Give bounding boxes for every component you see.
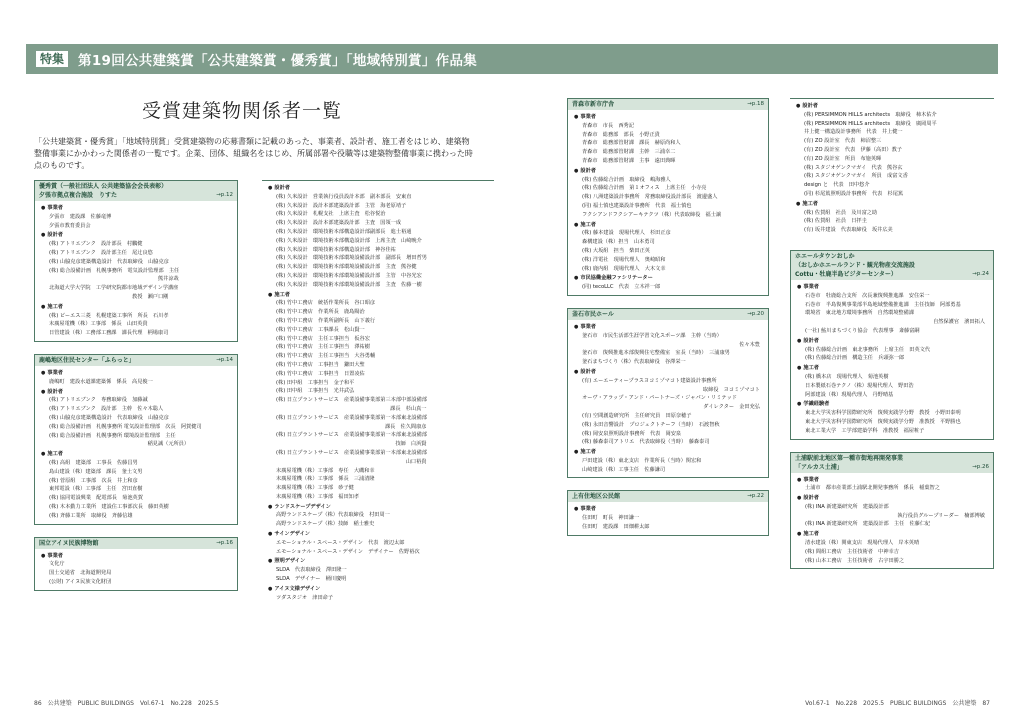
person-entry: 夕張市教育委員会 [49,222,91,229]
person-entry: 稲見誠（元所員） [49,441,190,448]
project-body [35,549,237,590]
role-heading: ● 施工者 [797,364,989,373]
page-reference: →p.22 [747,493,764,500]
project-header [791,251,993,280]
feature-tag: 特集 [36,51,68,67]
project-body [35,201,237,341]
top-margin [0,0,1024,28]
role-heading: ● 事業者 [41,552,233,561]
person-entry: 青森市 総務部管財課 主幹 三浦幸二 [582,149,676,156]
footer-left [34,698,219,707]
person-entry: (株) 鹿内組 現場代理人 大木文幸 [582,265,666,272]
person-entry: (株) INA 新建築研究所 建築設計部 主任 佐藤仁紀 [805,521,931,528]
person-entry: (株) 久米設計 環境技術本部構造設計部 神谷佳祐 [276,246,396,253]
role-heading: ● 学識経験者 [797,400,989,409]
project-header [35,355,237,366]
person-entry: (株) 田中組 工事担当 金子和平 [276,379,355,386]
person-entry: (株) 山脇克彦建築構造設計 代表取締役 山脇克彦 [49,414,169,421]
project-header [35,538,237,549]
person-entry: (株) 洋電社 現場代理人 奥崎昭和 [582,256,666,263]
person-entry: (株) 佐藤総合計画 第１オフィス 上席主任 小寺亮 [582,185,707,192]
person-entry: 森構建設（株）担当 山本勇司 [582,239,655,246]
person-entry: (株) 藤森泰司アトリエ 代表取締役（当時） 藤森泰司 [582,439,710,446]
project-body [568,110,768,295]
person-entry: 環境省 東北地方環境事務所 自然環境整備課 [805,310,914,317]
project-name-line: 「アルカス土浦」 [795,463,843,471]
role-heading: ● ランドスケープデザイン [268,503,490,512]
person-entry: (一社) 鮎川まちづくり協会 代表理事 斎藤富嗣 [805,327,920,334]
person-entry: (株) 木本勤力工業所 建設住工事部次長 藤田英樹 [49,503,169,510]
person-entry: (株) 橋本店 現場代理人 菊池英樹 [805,373,889,380]
project-name [795,454,903,472]
person-entry: (株) 竹中工務店 主任工事担当 仮谷宏 [276,335,370,342]
role-heading: ● 事業者 [797,283,989,292]
project-header [791,453,993,473]
person-entry: オーヴ・アラップ・アンド・パートナーズ・ジャパン・リミテッド [582,395,737,402]
person-entry: (株) 佐賀組 社員 日拝圭 [804,218,867,225]
project-section [34,537,238,591]
person-entry: (有) ZO 設計室 所員 布施英暉 [804,155,882,162]
person-entry: (株) 高組 建築部 工事長 佐藤昌男 [49,459,138,466]
project-body [791,473,993,569]
column-2 [262,180,494,617]
person-entry: 末廣屋電機（株）工事部 福田知孝 [276,493,360,500]
role-heading: ● 施工者 [574,448,764,457]
person-entry: 国土交通省 北海道開発局 [49,570,112,577]
project-name-line: ホエールタウンおしか [795,252,855,260]
project-name [39,356,135,365]
page-number-left: 86 [34,700,42,707]
person-entry: design と 代表 田中悠介 [804,182,870,189]
page-reference: →p.12 [216,192,233,198]
person-entry: (株) 日立プラントサービス 産業設備事業部第一本部東北設備部 [276,449,427,456]
person-entry: 石巻市 牡鹿総合支所 次長兼復興推進課 安住栄一 [805,292,930,299]
role-heading: ● 設計者 [796,102,990,111]
person-entry: (有) エーエーティープラスヨコミゾマコト建築設計事務所 [582,377,717,384]
role-heading: ● 事業者 [574,323,764,332]
person-entry: 技師 白浜賢 [276,441,427,448]
person-entry: (株) 竹中工務店 工事担当 鎌田大聖 [276,361,365,368]
person-entry: (有) 坂井建設 代表取締役 坂井広美 [804,227,893,234]
project-name-line: 釜石市民ホール [572,310,614,318]
person-entry: 島山建設（株）建築部 課長 釜土文男 [49,468,143,475]
person-entry: 釜石市 市民生活部生涯学習文化スポーツ課 主幹（当時） [582,332,722,339]
person-entry: (株) 岡安泉照明設計事務所 代表 岡安泉 [582,430,682,437]
person-entry: 釜石市 復興推進本部復興住宅整備室 室長（当時） 三浦康男 [582,350,730,357]
person-entry: (株) 総合設備計画 札幌事務所 電気設計監理部 次長 阿賀健司 [49,423,202,430]
person-entry: (株) 日立プラントサービス 産業設備事業部第一本部東北設備部 [276,432,427,439]
person-entry: (株) スタジオゲンクマガイ 代表 熊谷玄 [804,164,903,171]
person-entry: (同) 杉尾篤照明設計事務所 代表 杉尾篤 [804,190,904,197]
person-entry: (株) アトリエブンク 設計部長 村鵬健 [49,241,143,248]
person-entry: (株) 竹中工務店 主任工事担当 澤祐樹 [276,344,370,351]
feature-title: 第19回公共建築賞「公共建築賞・優秀賞」「地域特別賞」作品集 [78,53,478,69]
role-heading: ● 事業者 [574,505,764,514]
person-entry: 阿部建設（株）現場代理人 丹野晴基 [805,391,894,398]
person-entry: (株) 久米設計 環境技術本部環境設備設計部 主査 熊谷健 [276,264,417,271]
project-name-line: Cottu・牡鹿半島ビジターセンター） [795,270,897,278]
project-body [791,280,993,439]
role-heading: ● 照明デザイン [268,557,490,566]
footer-right [805,698,990,707]
person-entry: (株) 久米設計 札幌支社 上席主査 松谷悦治 [276,211,386,218]
person-entry: (株) 永田音響設計 プロジェクトチーフ（当時） 石渡智秋 [582,421,720,428]
project-body [35,366,237,524]
project-name-line: 優秀賞（一般社団法人 公共建築協会会長表彰） [39,183,168,190]
project-section [790,452,994,570]
person-entry: 末廣屋電機（株）工事部 係長 三浦清隆 [276,476,375,483]
person-entry: (株) 久米設計 環境技術本部構造設計部 上席主査 山崎晩介 [276,237,422,244]
footer-left-text: 公共建築 PUBLIC BUILDINGS Vol.67-1 No.228 2025.5 [47,700,219,707]
person-entry: (株) PERSIMMON HILLS architects 取締役 廣岡周平 [804,120,937,127]
project-body [790,99,994,238]
role-heading: ● 設計者 [797,494,989,503]
person-entry: (株) 久米設計 設計本部建築設計部 主査 国領一成 [276,220,402,227]
person-entry: 釜石まちづくり（株）代表取締役 谷澤栄一 [582,359,686,366]
person-entry: SLDA 代表取締役 澤田隆一 [276,567,347,574]
person-entry: (株) 日立プラントサービス 産業設備事業部第一本部東北設備部 [276,414,427,421]
person-entry: 戸田建設（株）東北支店 作業所長（当時）関宏和 [582,457,702,464]
person-entry: 東北大学災害科学国際研究所 復興実践学分野 教授 小野田泰明 [805,410,961,417]
role-heading: ● 設計者 [797,337,989,346]
person-entry: 青森市 総務部 部長 小野正貴 [582,131,660,138]
role-heading: ● 市民協働金融ファシリテーター [574,274,764,283]
person-entry: (株) 佐藤総合計画 構造主任 兵頭弥一郎 [805,355,905,362]
project-header [35,181,237,201]
person-entry: 末廣屋電機（株）工事部 砂子健 [276,485,354,492]
role-heading: ● 設計者 [574,368,764,377]
page-reference: →p.24 [972,270,989,277]
person-entry: (有) 空間創造研究所 主任研究員 田原奈穂子 [582,412,692,419]
role-heading: ● 設計者 [268,184,490,193]
person-entry: (同) tecoLLC 代表 立木祥一郎 [582,284,661,291]
person-entry: 執行役員グループリーダー 楠部博敏 [897,512,985,519]
page-number-right: 87 [982,700,990,707]
role-heading: ● 事業者 [41,369,233,378]
person-entry: (株) 竹中工務店 主任工事担当 大谷勇輔 [276,353,376,360]
project-section [34,180,238,342]
column-4 [790,98,994,581]
person-entry: 佐々木豊 [739,341,760,348]
person-entry: (株) 日立プラントサービス 産業設備事業部第三本部中部設備部 [276,397,427,404]
person-entry: (同) 福士慎也建築設計事務所 代表 福士慎也 [582,202,692,209]
person-entry: 日本製紙石巻テクノ（株）現場代理人 野田浩 [805,382,914,389]
person-entry: 住田町 建設課 田畑耕太郎 [582,524,650,531]
person-entry: (株) 久米設計 営業執行役員設計本部 副本部長 安東直 [276,193,412,200]
project-name-line: （おしかホエールランド・観光物産交流施設 [795,261,915,269]
person-entry: (株) アトリエブンク 専務取締役 加藤誠 [49,397,148,404]
person-entry: (株) 総合設備計画 札幌事務所 電気設計監理部 主任 [49,267,180,274]
project-section [567,98,769,296]
person-entry: (株) 竹中工務店 作業所副所長 山下義行 [276,317,376,324]
page-reference: →p.18 [747,101,764,107]
role-heading: ● サインデザイン [268,530,490,539]
person-entry: 東邦電設（株）工事部 主任 宮田直樹 [49,486,143,493]
project-body [262,181,494,605]
project-body [568,320,768,478]
page-reference: →p.20 [747,310,764,317]
person-entry: (株) 総合設備計画 札幌事務所 環境設計監理部 主任 [49,432,176,439]
person-entry: (株) 久米設計 環境技術本部環境設備設計部 副部長 増田哲男 [276,255,427,262]
person-entry: ツダスタジオ 津田命子 [276,594,334,601]
role-heading: ● アイヌ文様デザイン [268,585,490,594]
role-heading: ● 設計者 [41,388,233,397]
person-entry: (有) ZO 設計室 代表 柿沼整三 [804,138,882,145]
person-entry: (株) 久米設計 環境技術本部環境設備設計部 主管 中谷光宏 [276,272,422,279]
person-entry: (株) 山本工務店 主任技術者 古宇田勝之 [805,557,905,564]
person-entry: 取締役 ヨコミゾマコト [702,386,760,393]
person-entry: 日管建設（株）工務部工務課 課長代理 柄場康司 [49,330,169,337]
person-entry: (株) 大坂組 担当 柴田正英 [582,247,650,254]
project-section [790,250,994,440]
column-1 [34,180,238,603]
person-entry: 夕張市 建設課 佐藤竜博 [49,213,112,220]
person-entry: 課長 佐久間康彦 [276,423,427,430]
person-entry: 青森市 市長 西秀記 [582,122,634,129]
person-entry: (株) 竹中工務店 作業所長 鹿島陽治 [276,309,365,316]
footer-right-text: Vol.67-1 No.228 2025.5 PUBLIC BUILDINGS 公共建築 [805,700,977,707]
person-entry: ダイレクター 金田充弘 [703,404,760,411]
project-name-line: 夕張市拠点複合施設 りすた [39,192,118,199]
project-name [572,492,620,501]
person-entry: 自然保護官 濱田拓人 [933,319,985,326]
person-entry: SLDA デザイナー 桶川慶明 [276,576,347,583]
person-entry: (株) 菅原組 工事部 次長 井上和彦 [49,477,138,484]
page-reference: →p.16 [216,539,233,546]
person-entry: (株) 佐賀組 社員 及川富之助 [804,209,878,216]
role-heading: ● 事業者 [41,204,233,213]
person-entry: (株) 間組工務店 主任技術者 中神幸吉 [805,548,899,555]
page-title: 受賞建築物関係者一覧 [142,100,343,122]
role-heading: ● 施工者 [41,303,233,312]
person-entry: 土浦市 都市産業部土浦駅北開発事務所 係長 稲葉智之 [805,485,940,492]
person-entry: 高野ランドスケープ（株）代表取締役 村田周一 [276,512,390,519]
person-entry: (株) 佐藤総合計画 取締役 嶋海雅人 [582,176,671,183]
person-entry: 青森市 総務部管財課 主事 遠田典暉 [582,157,676,164]
feature-header-band [26,44,998,74]
project-name [795,252,915,279]
person-entry: (株) アトリエブンク 設計部 主幹 佐々木聡人 [49,406,164,413]
project-name [572,310,614,319]
person-entry: (公財) アイヌ民族文化財団 [49,578,112,585]
project-name [39,182,167,200]
person-entry: (株) 山脇克彦建築構造設計 代表取締役 山脇克彦 [49,258,169,265]
project-name [39,539,98,548]
person-entry: (株) ピーエス三菱 札幌建築工事所 所長 石川孝 [49,312,169,319]
person-entry: 教授 瀬戸口剛 [49,293,169,300]
person-entry: エモーショナル・スペース・デザイン 代表 渡辺太郎 [276,539,405,546]
role-heading: ● 施工者 [268,291,490,300]
person-entry: (株) INA 新建築研究所 建築設計部 [805,503,889,510]
person-entry: (株) 竹中工務店 工事課長 松山賢一 [276,326,365,333]
column-3 [567,98,769,548]
person-entry: (株) スタジオゲンクマガイ 所員 成富文香 [804,173,908,180]
project-section [790,98,994,238]
person-entry: 末廣屋電機（株）工事部 専任 大磯和幸 [276,467,375,474]
person-entry: (株) 佐藤総合計画 東北事務所 上席主任 田英文代 [805,346,931,353]
person-entry: (株) PERSIMMON HILLS architects 取締役 柿木佑介 [804,111,937,118]
person-entry: (株) 竹中工務店 統括作業所長 谷口昭彦 [276,300,376,307]
project-name-line: 土浦駅前北地区第一種市街地再開発事業 [795,454,904,462]
person-entry: 山口裕貴 [276,458,427,465]
project-name-line: 上有住地区公民館 [572,493,621,501]
role-heading: ● 事業者 [797,476,989,485]
person-entry: 清水建設（株）関東支店 現場代理人 岸本英晴 [805,540,920,547]
person-entry: (有) ZO 設計室 代表 伊藤（高田）教子 [804,146,902,153]
role-heading: ● 設計者 [41,231,233,240]
person-entry: 井上健一構造設計事務所 代表 井上健一 [804,129,903,136]
project-name-line: 青森市新市庁舎 [572,101,615,108]
role-heading: ● 事業者 [574,113,764,122]
person-entry: (株) 久米設計 環境技術本部環境設備設計部 主査 佐藤一樹 [276,281,422,288]
person-entry: 住田町 町長 神田謙一 [582,515,640,522]
role-heading: ● 施工者 [574,221,764,230]
project-name-line: 鹿嶋地区住民センター「ふらっと」 [39,356,135,364]
person-entry: 熊井涼哉 [49,276,179,283]
person-entry: エモーショナル・スペース・デザイン デザイナー 佐野裕次 [276,548,420,555]
person-entry: (株) 田中組 工事担当 光井武弘 [276,388,355,395]
person-entry: 石巻市 半島復興事業部半島地域整備推進課 主任技師 阿部勇基 [805,301,961,308]
person-entry: (株) 斉藤工業所 取締役 斉藤信雄 [49,512,133,519]
person-entry: 青森市 総務部管財課 課長 赫原尚和人 [582,140,681,147]
person-entry: 東北工業大学 工学部建築学科 准教授 福屋粧子 [805,427,925,434]
project-header [568,99,768,110]
person-entry: 山崎建設（株）工事主任 佐藤謙司 [582,466,666,473]
person-entry: (株) 竹中工務店 工事担当 日置凌佑 [276,370,365,377]
project-body [568,502,768,534]
role-heading: ● 施工者 [796,200,990,209]
role-heading: ● 設計者 [574,167,764,176]
role-heading: ● 施工者 [797,530,989,539]
project-section [34,354,238,525]
person-entry: フクシアンドフクシアーキテクツ（株）代表取締役 福士譲 [582,211,722,218]
person-entry: 北海道大学大学院 工学研究院都市地域デザイン学講座 [49,285,179,292]
person-entry: 末廣屋電機（株）工事部 係長 山田英貴 [49,321,148,328]
role-heading: ● 施工者 [41,450,233,459]
page-reference: →p.14 [216,356,233,363]
person-entry: (株) 久米設計 設計本部建築設計部 主管 海老原靖子 [276,202,407,209]
person-entry: 高野ランドスケープ（株）技師 稲士雅史 [276,521,375,528]
project-section [567,308,769,479]
intro-paragraph: 「公共建築賞・優秀賞」「地域特別賞」受賞建築物の応募書類に記載のあった、事業者、設計者、施工者をはじめ、建築物整備事業にかかわった関係者の一覧です。企業、団体、組織名をはじめ、所属部署や役職等は建築物整備事業に携わった時点のものです。 [34,137,473,170]
project-name [572,100,614,109]
project-name-line: 国立アイヌ民族博物館 [39,539,99,547]
person-entry: (株) 協同電設興業 配電部長 菊池英賀 [49,495,143,502]
project-header [568,491,768,502]
project-section [567,490,769,535]
person-entry: 鹿嶋町 建設水道課建築係 係長 高見俊一 [49,378,153,385]
page-reference: →p.26 [972,463,989,470]
person-entry: 課長 杉山真一 [276,405,427,412]
person-entry: (株) 久米設計 環境技術本部構造設計部副部長 進士裕通 [276,228,412,235]
project-section [262,180,494,605]
person-entry: 文化庁 [49,561,65,568]
person-entry: (株) 藤本建設 現場代理人 杉田正彦 [582,230,671,237]
project-header [568,309,768,320]
person-entry: (株) 八洲建築設計事務所 常務取締役設計部長 渡邊盛人 [582,194,718,201]
person-entry: 東北大学災害科学国際研究所 復興実践学分野 准教授 平野勝也 [805,418,961,425]
person-entry: (株) アトリエブンク 設計部主任 尾辻良悠 [49,249,153,256]
